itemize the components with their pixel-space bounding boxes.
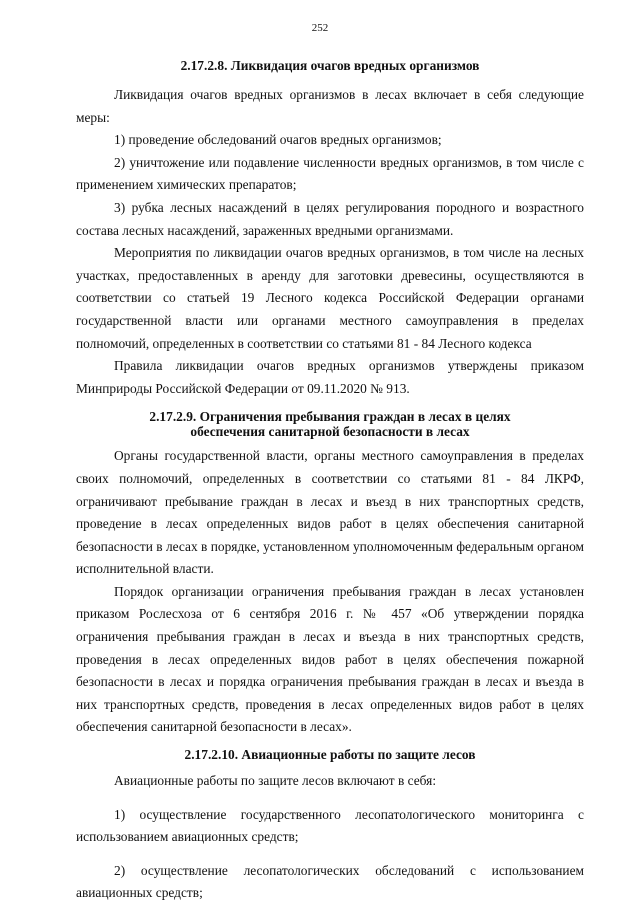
paragraph: Правила ликвидации очагов вредных организмов утверждены приказом Минприроды Российской Федерации от 09.11.2020 № 913. bbox=[76, 358, 584, 396]
list-item: 1) осуществление государственного лесопатологического мониторинга с использованием авиационных средств; bbox=[76, 806, 584, 845]
section-heading-2-17-2-9 bbox=[76, 409, 584, 439]
paragraph: Ликвидация очагов вредных организмов в лесах включает в себя следующие меры: bbox=[76, 87, 584, 125]
paragraph: Порядок организации ограничения пребывания граждан в лесах установлен приказом Рослесхоза от 6 сентября 2016 г. № 457 «Об утверждении порядка ограничения пребывания граждан в лесах и въезда в них транспортных средств, проведения в лесах определенных видов работ в целях обеспечения пожарной безопасности в лесах и порядка ограничения пребывания граждан в лесах и въезда в них транспортных средств, проведения в лесах определенных видов работ в целях обеспечения санитарной безопасности в лесах». bbox=[76, 583, 584, 735]
list-item: 2) уничтожение или подавление численности вредных организмов, в том числе с применением химических препаратов; bbox=[76, 154, 584, 193]
paragraph: Органы государственной власти, органы местного самоуправления в пределах своих полномочий, определенных в соответствии со статьями 81 - 84 ЛКРФ, ограничивают пребывание граждан в лесах и въезд в них транспортных средств, проведение в лесах определенных видов работ в целях обеспечения санитарной безопасности в лесах в порядке, установленном уполномоченным федеральным органом исполнительной власти. bbox=[76, 448, 584, 577]
section-heading-2-17-2-8 bbox=[76, 58, 584, 73]
heading-line: обеспечения санитарной безопасности в лесах bbox=[190, 424, 470, 440]
paragraph: Мероприятия по ликвидации очагов вредных организмов, в том числе на лесных участках, предоставленных в аренду для заготовки древесины, осуществляются в соответствии со статьей 19 Лесного кодекса Российской Федерации органами государственной власти или органами местного самоуправления в пределах полномочий, определенных в соответствии со статьями 81 - 84 Лесного кодекса bbox=[76, 245, 584, 351]
page-content bbox=[76, 58, 584, 905]
paragraph: Авиационные работы по защите лесов включают в себя: bbox=[114, 773, 437, 789]
heading-line: 2.17.2.8. Ликвидация очагов вредных организмов bbox=[180, 58, 480, 73]
heading-line: 2.17.2.10. Авиационные работы по защите лесов bbox=[184, 747, 476, 763]
heading-line: 2.17.2.9. Ограничения пребывания граждан в лесах в целях bbox=[149, 409, 511, 425]
list-item: 3) рубка лесных насаждений в целях регулирования породного и возрастного состава лесных насаждений, зараженных вредными организмами. bbox=[76, 199, 584, 238]
section-heading-2-17-2-10 bbox=[76, 747, 584, 762]
list-item: 1) проведение обследований очагов вредных организмов; bbox=[114, 132, 442, 148]
list-item: 2) осуществление лесопатологических обследований с использованием авиационных средств; bbox=[76, 862, 584, 901]
page-number: 252 bbox=[311, 22, 329, 34]
